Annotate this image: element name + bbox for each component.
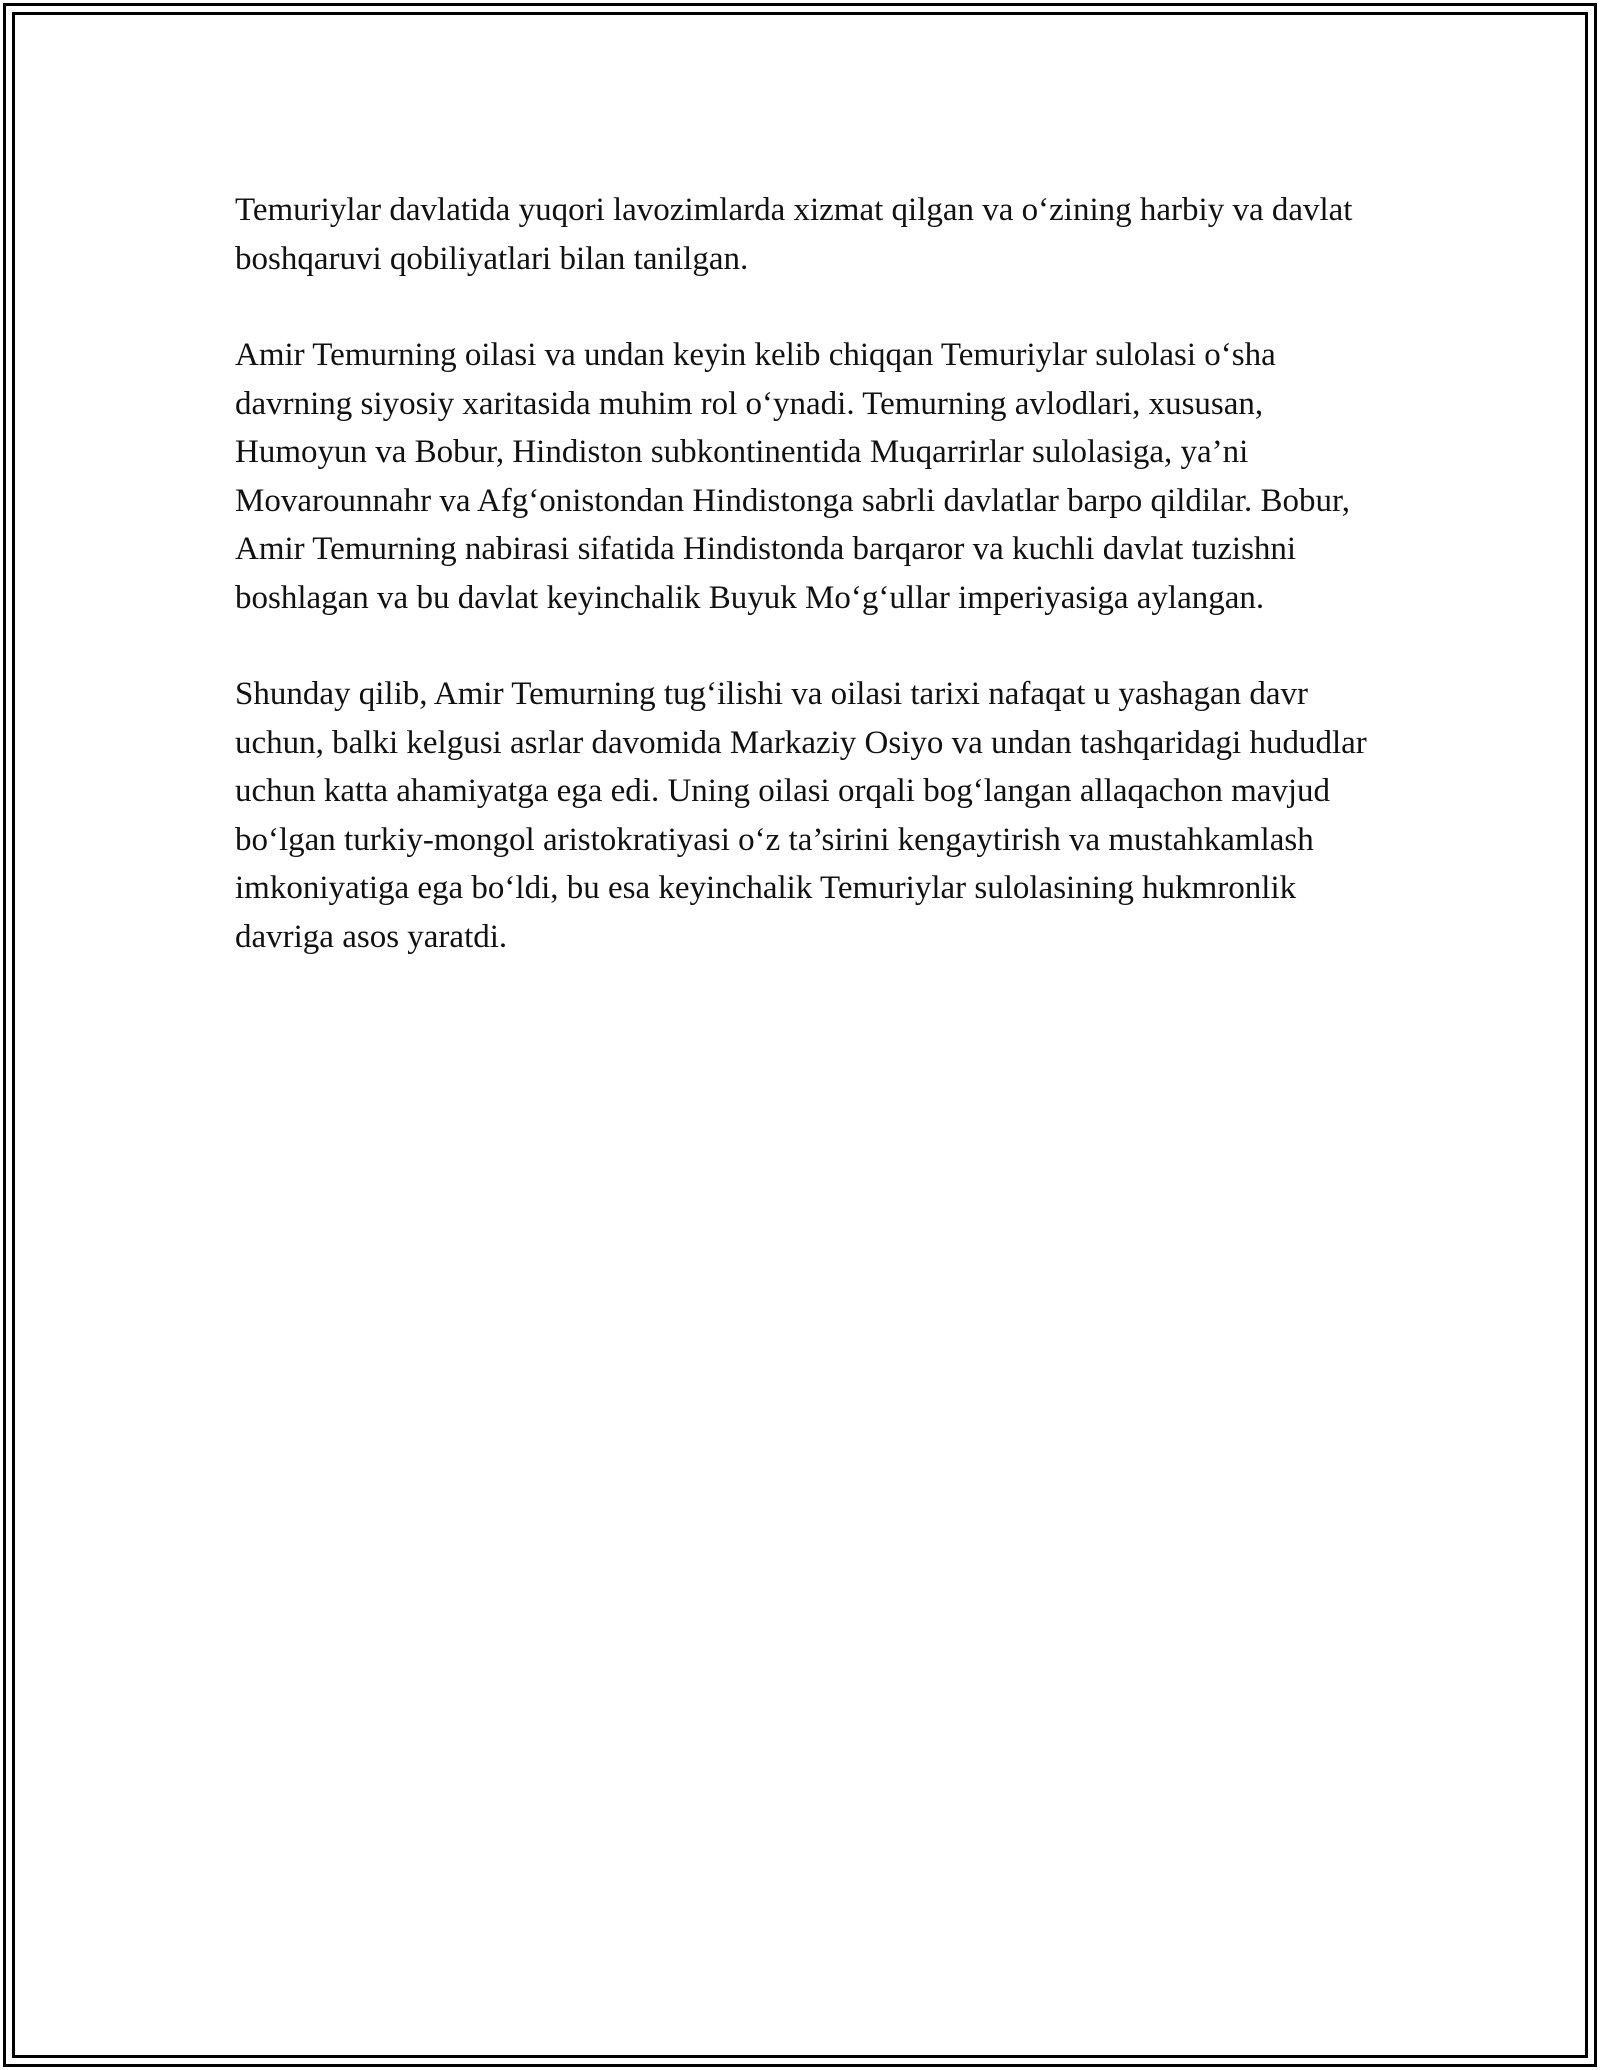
document-page [235,186,1370,1009]
paragraph-2: Amir Temurning oilasi va undan keyin kelib chiqqan Temuriylar sulolasi o‘sha davrning siyosiy xaritasida muhim rol o‘ynadi. Temurning avlodlari, xususan, Humoyun va Bobur, Hindiston subkontinentida Muqarrirlar sulolasiga, ya’ni Movarounnahr va Afg‘onistondan Hindistonga sabrli davlatlar barpo qildilar. Bobur, Amir Temurning nabirasi sifatida Hindistonda barqaror va kuchli davlat tuzishni boshlagan va bu davlat keyinchalik Buyuk Mo‘g‘ullar imperiyasiga aylangan. [235,337,1350,616]
paragraph-1: Temuriylar davlatida yuqori lavozimlarda xizmat qilgan va o‘zining harbiy va davlat boshqaruvi qobiliyatlari bilan tanilgan. [235,192,1353,277]
paragraph-3: Shunday qilib, Amir Temurning tug‘ilishi va oilasi tarixi nafaqat u yashagan davr uchun, balki kelgusi asrlar davomida Markaziy Osiyo va undan tashqaridagi hududlar uchun katta ahamiyatga ega edi. Uning oilasi orqali bog‘langan allaqachon mavjud bo‘lgan turkiy-mongol aristokratiyasi o‘z ta’sirini kengaytirish va mustahkamlash imkoniyatiga ega bo‘ldi, bu esa keyinchalik Temuriylar sulolasining hukmronlik davriga asos yaratdi. [235,676,1367,955]
